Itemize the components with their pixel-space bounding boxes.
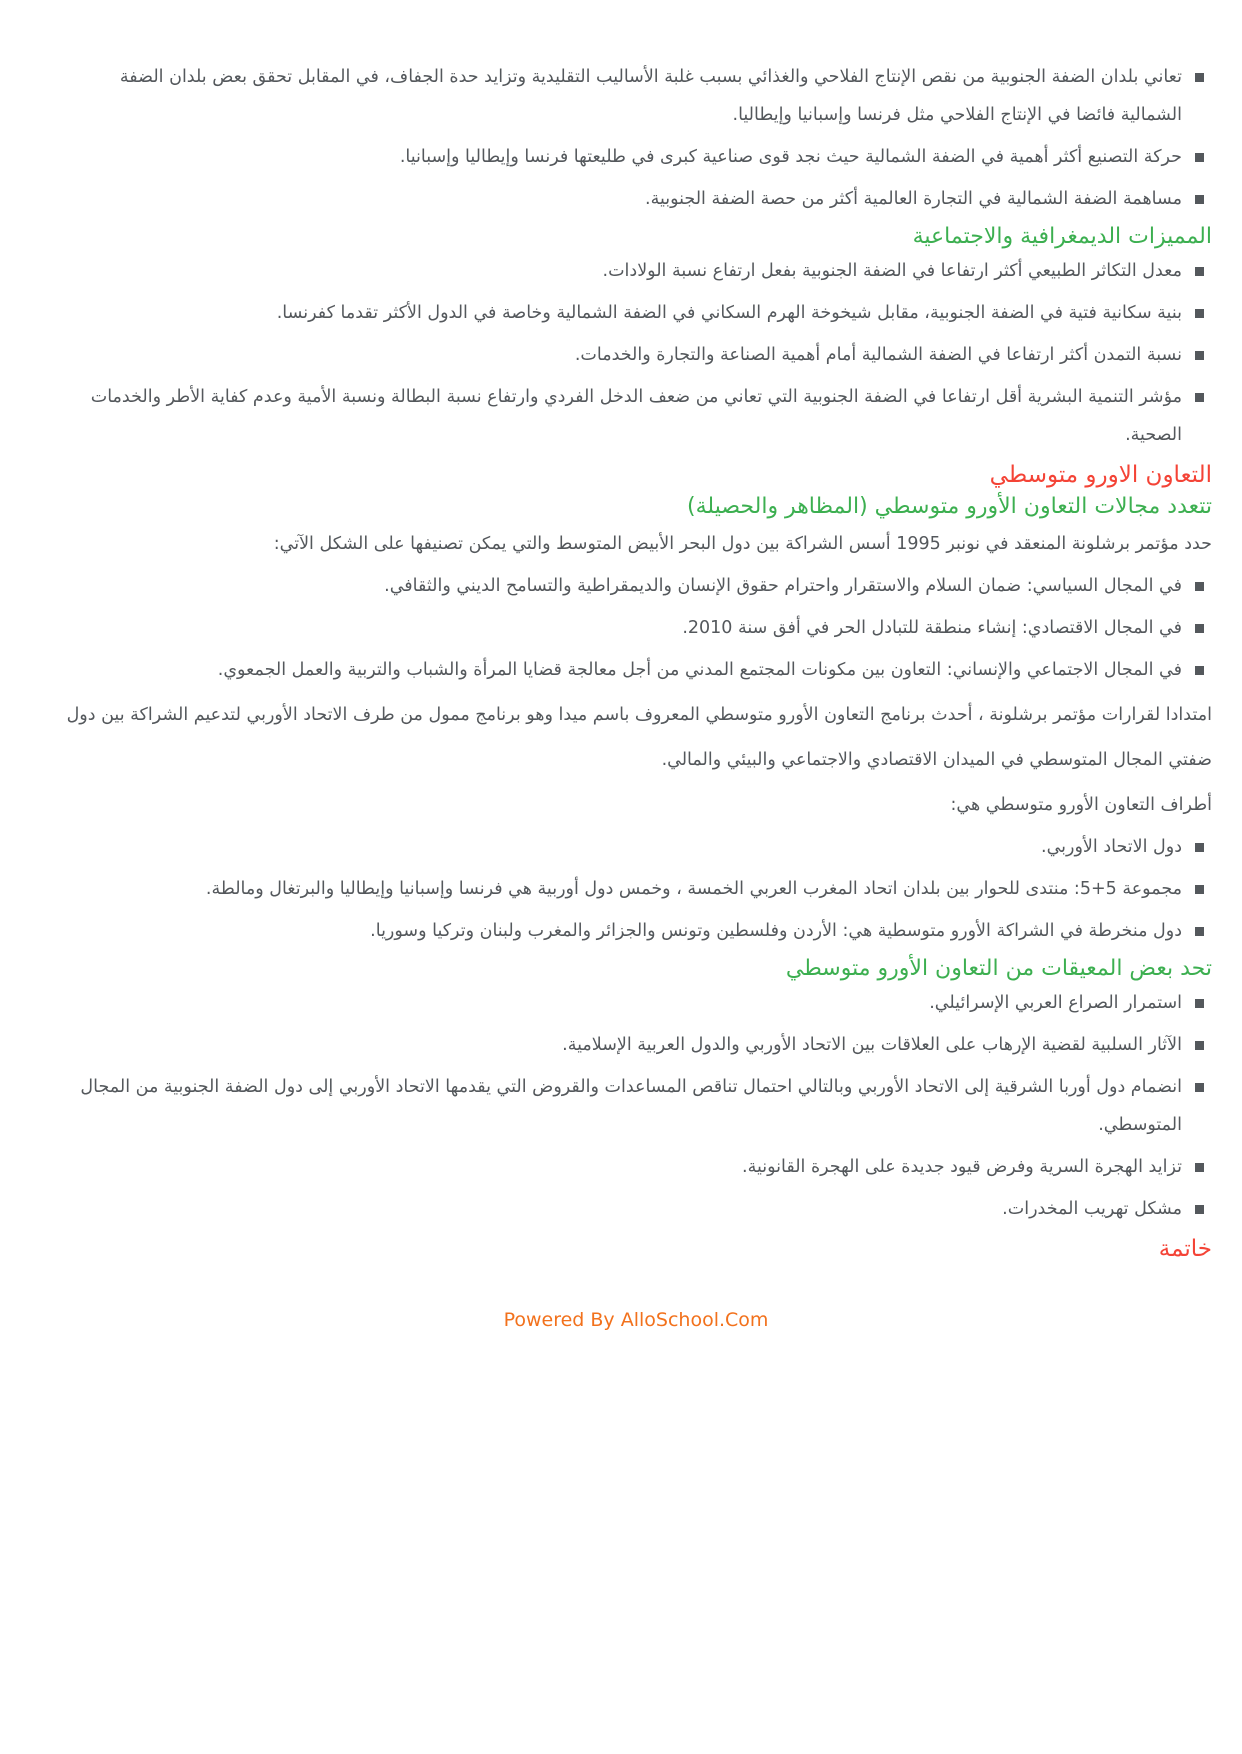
list-item	[60, 828, 1212, 866]
list-item	[60, 378, 1212, 454]
bullet-square-icon	[1195, 885, 1204, 894]
list-item-text: بنية سكانية فتية في الضفة الجنوبية، مقابل شيخوخة الهرم السكاني في الضفة الشمالية وخاصة في الدول الأكثر تقدما كفرنسا.	[276, 303, 1182, 323]
list-item-text: مجموعة 5+5: منتدى للحوار بين بلدان اتحاد المغرب العربي الخمسة ، وخمس دول أوربية هي فرنسا وإسبانيا وإيطاليا والبرتغال ومالطة.	[205, 879, 1182, 899]
list-item-text: مؤشر التنمية البشرية أقل ارتفاعا في الضفة الجنوبية التي تعاني من ضعف الدخل الفردي وارتفاع نسبة البطالة ونسبة الأمية وعدم كفاية الأطر والخدمات الصحية.	[90, 387, 1182, 445]
bullet-square-icon	[1195, 351, 1204, 360]
list-item-text: دول الاتحاد الأوربي.	[1041, 837, 1182, 857]
list-item-text: انضمام دول أوربا الشرقية إلى الاتحاد الأوربي وبالتالي احتمال تناقص المساعدات والقروض التي يقدمها الاتحاد الأوربي إلى دول الضفة الجنوبية من المجال المتوسطي.	[80, 1077, 1182, 1135]
list-item	[60, 180, 1212, 218]
list-item-text: مساهمة الضفة الشمالية في التجارة العالمية أكثر من حصة الضفة الجنوبية.	[645, 189, 1182, 209]
bullet-square-icon	[1195, 309, 1204, 318]
bullet-square-icon	[1195, 1083, 1204, 1092]
bullet-square-icon	[1195, 153, 1204, 162]
list-item	[60, 1190, 1212, 1228]
intro-bullet-list	[60, 58, 1212, 218]
bullet-square-icon	[1195, 843, 1204, 852]
bullet-square-icon	[1195, 1163, 1204, 1172]
list-item	[60, 58, 1212, 134]
list-item	[60, 1148, 1212, 1186]
list-item	[60, 912, 1212, 950]
bullet-square-icon	[1195, 624, 1204, 633]
list-item-text: دول منخرطة في الشراكة الأورو متوسطية هي: الأردن وفلسطين وتونس والجزائر والمغرب ولبنان وتركيا وسوريا.	[370, 921, 1182, 941]
bullet-square-icon	[1195, 267, 1204, 276]
list-item	[60, 252, 1212, 290]
list-item-text: تزايد الهجرة السرية وفرض قيود جديدة على الهجرة القانونية.	[742, 1157, 1182, 1177]
list-item-text: في المجال السياسي: ضمان السلام والاستقرار واحترام حقوق الإنسان والديمقراطية والتسامح الديني والثقافي.	[384, 576, 1182, 596]
bullet-square-icon	[1195, 999, 1204, 1008]
bullet-square-icon	[1195, 73, 1204, 82]
list-item-text: معدل التكاثر الطبيعي أكثر ارتفاعا في الضفة الجنوبية بفعل ارتفاع نسبة الولادات.	[602, 261, 1182, 281]
bullet-square-icon	[1195, 1205, 1204, 1214]
alloschool-link[interactable]: Powered By AlloSchool.Com	[503, 1309, 769, 1331]
list-item	[60, 984, 1212, 1022]
list-item-text: تعاني بلدان الضفة الجنوبية من نقص الإنتاج الفلاحي والغذائي بسبب غلبة الأساليب التقليدية وتزايد حدة الجفاف، في المقابل تحقق بعض بلدان الضفة الشمالية فائضا في الإنتاج الفلاحي مثل فرنسا وإسبانيا وإيطاليا.	[119, 67, 1182, 125]
barcelona-paragraph: حدد مؤتمر برشلونة المنعقد في نونبر 1995 أسس الشراكة بين دول البحر الأبيض المتوسط والتي يمكن تصنيفها على الشكل الآتي:	[273, 534, 1212, 554]
list-item	[60, 651, 1212, 689]
section-heading-obstacles: تحد بعض المعيقات من التعاون الأورو متوسطي	[785, 956, 1212, 981]
list-item-text: في المجال الاجتماعي والإنساني: التعاون بين مكونات المجتمع المدني من أجل معالجة قضايا المرأة والشباب والتربية والعمل الجمعوي.	[217, 660, 1182, 680]
list-item-text: نسبة التمدن أكثر ارتفاعا في الضفة الشمالية أمام أهمية الصناعة والتجارة والخدمات.	[574, 345, 1182, 365]
list-item	[60, 870, 1212, 908]
section-heading-euromed: التعاون الاورو متوسطي	[989, 462, 1212, 488]
list-item	[60, 1068, 1212, 1144]
bullet-square-icon	[1195, 393, 1204, 402]
bullet-square-icon	[1195, 1041, 1204, 1050]
list-item	[60, 567, 1212, 605]
list-item-text: الآثار السلبية لقضية الإرهاب على العلاقات بين الاتحاد الأوربي والدول العربية الإسلامية.	[562, 1035, 1182, 1055]
list-item-text: مشكل تهريب المخدرات.	[1002, 1199, 1182, 1219]
list-item	[60, 609, 1212, 647]
bullet-square-icon	[1195, 927, 1204, 936]
demographics-bullet-list	[60, 252, 1212, 454]
meda-paragraph: امتدادا لقرارات مؤتمر برشلونة ، أحدث برنامج التعاون الأورو متوسطي المعروف باسم ميدا وهو برنامج ممول من طرف الاتحاد الأوربي لتدعيم الشراكة بين دول ضفتي المجال المتوسطي في الميدان الاقتصادي والاجتماعي والبيئي والمالي.	[66, 705, 1212, 770]
bullet-square-icon	[1195, 582, 1204, 591]
list-item	[60, 1026, 1212, 1064]
list-item	[60, 138, 1212, 176]
bullet-square-icon	[1195, 666, 1204, 675]
subsection-heading-euromed-fields: تتعدد مجالات التعاون الأورو متوسطي (المظاهر والحصيلة)	[687, 494, 1212, 519]
list-item-text: استمرار الصراع العربي الإسرائيلي.	[929, 993, 1182, 1013]
list-item	[60, 336, 1212, 374]
section-heading-conclusion: خاتمة	[1158, 1236, 1212, 1262]
list-item-text: في المجال الاقتصادي: إنشاء منطقة للتبادل الحر في أفق سنة 2010.	[682, 618, 1182, 638]
bullet-square-icon	[1195, 195, 1204, 204]
fields-bullet-list	[60, 567, 1212, 689]
section-heading-demographics: المميزات الديمغرافية والاجتماعية	[912, 224, 1212, 249]
list-item-text: حركة التصنيع أكثر أهمية في الضفة الشمالية حيث نجد قوى صناعية كبرى في طليعتها فرنسا وإيطاليا وإسبانيا.	[399, 147, 1182, 167]
list-item	[60, 294, 1212, 332]
parties-bullet-list	[60, 828, 1212, 950]
page-footer	[60, 1308, 1212, 1332]
parties-intro-paragraph: أطراف التعاون الأورو متوسطي هي:	[950, 795, 1212, 815]
obstacles-bullet-list	[60, 984, 1212, 1228]
